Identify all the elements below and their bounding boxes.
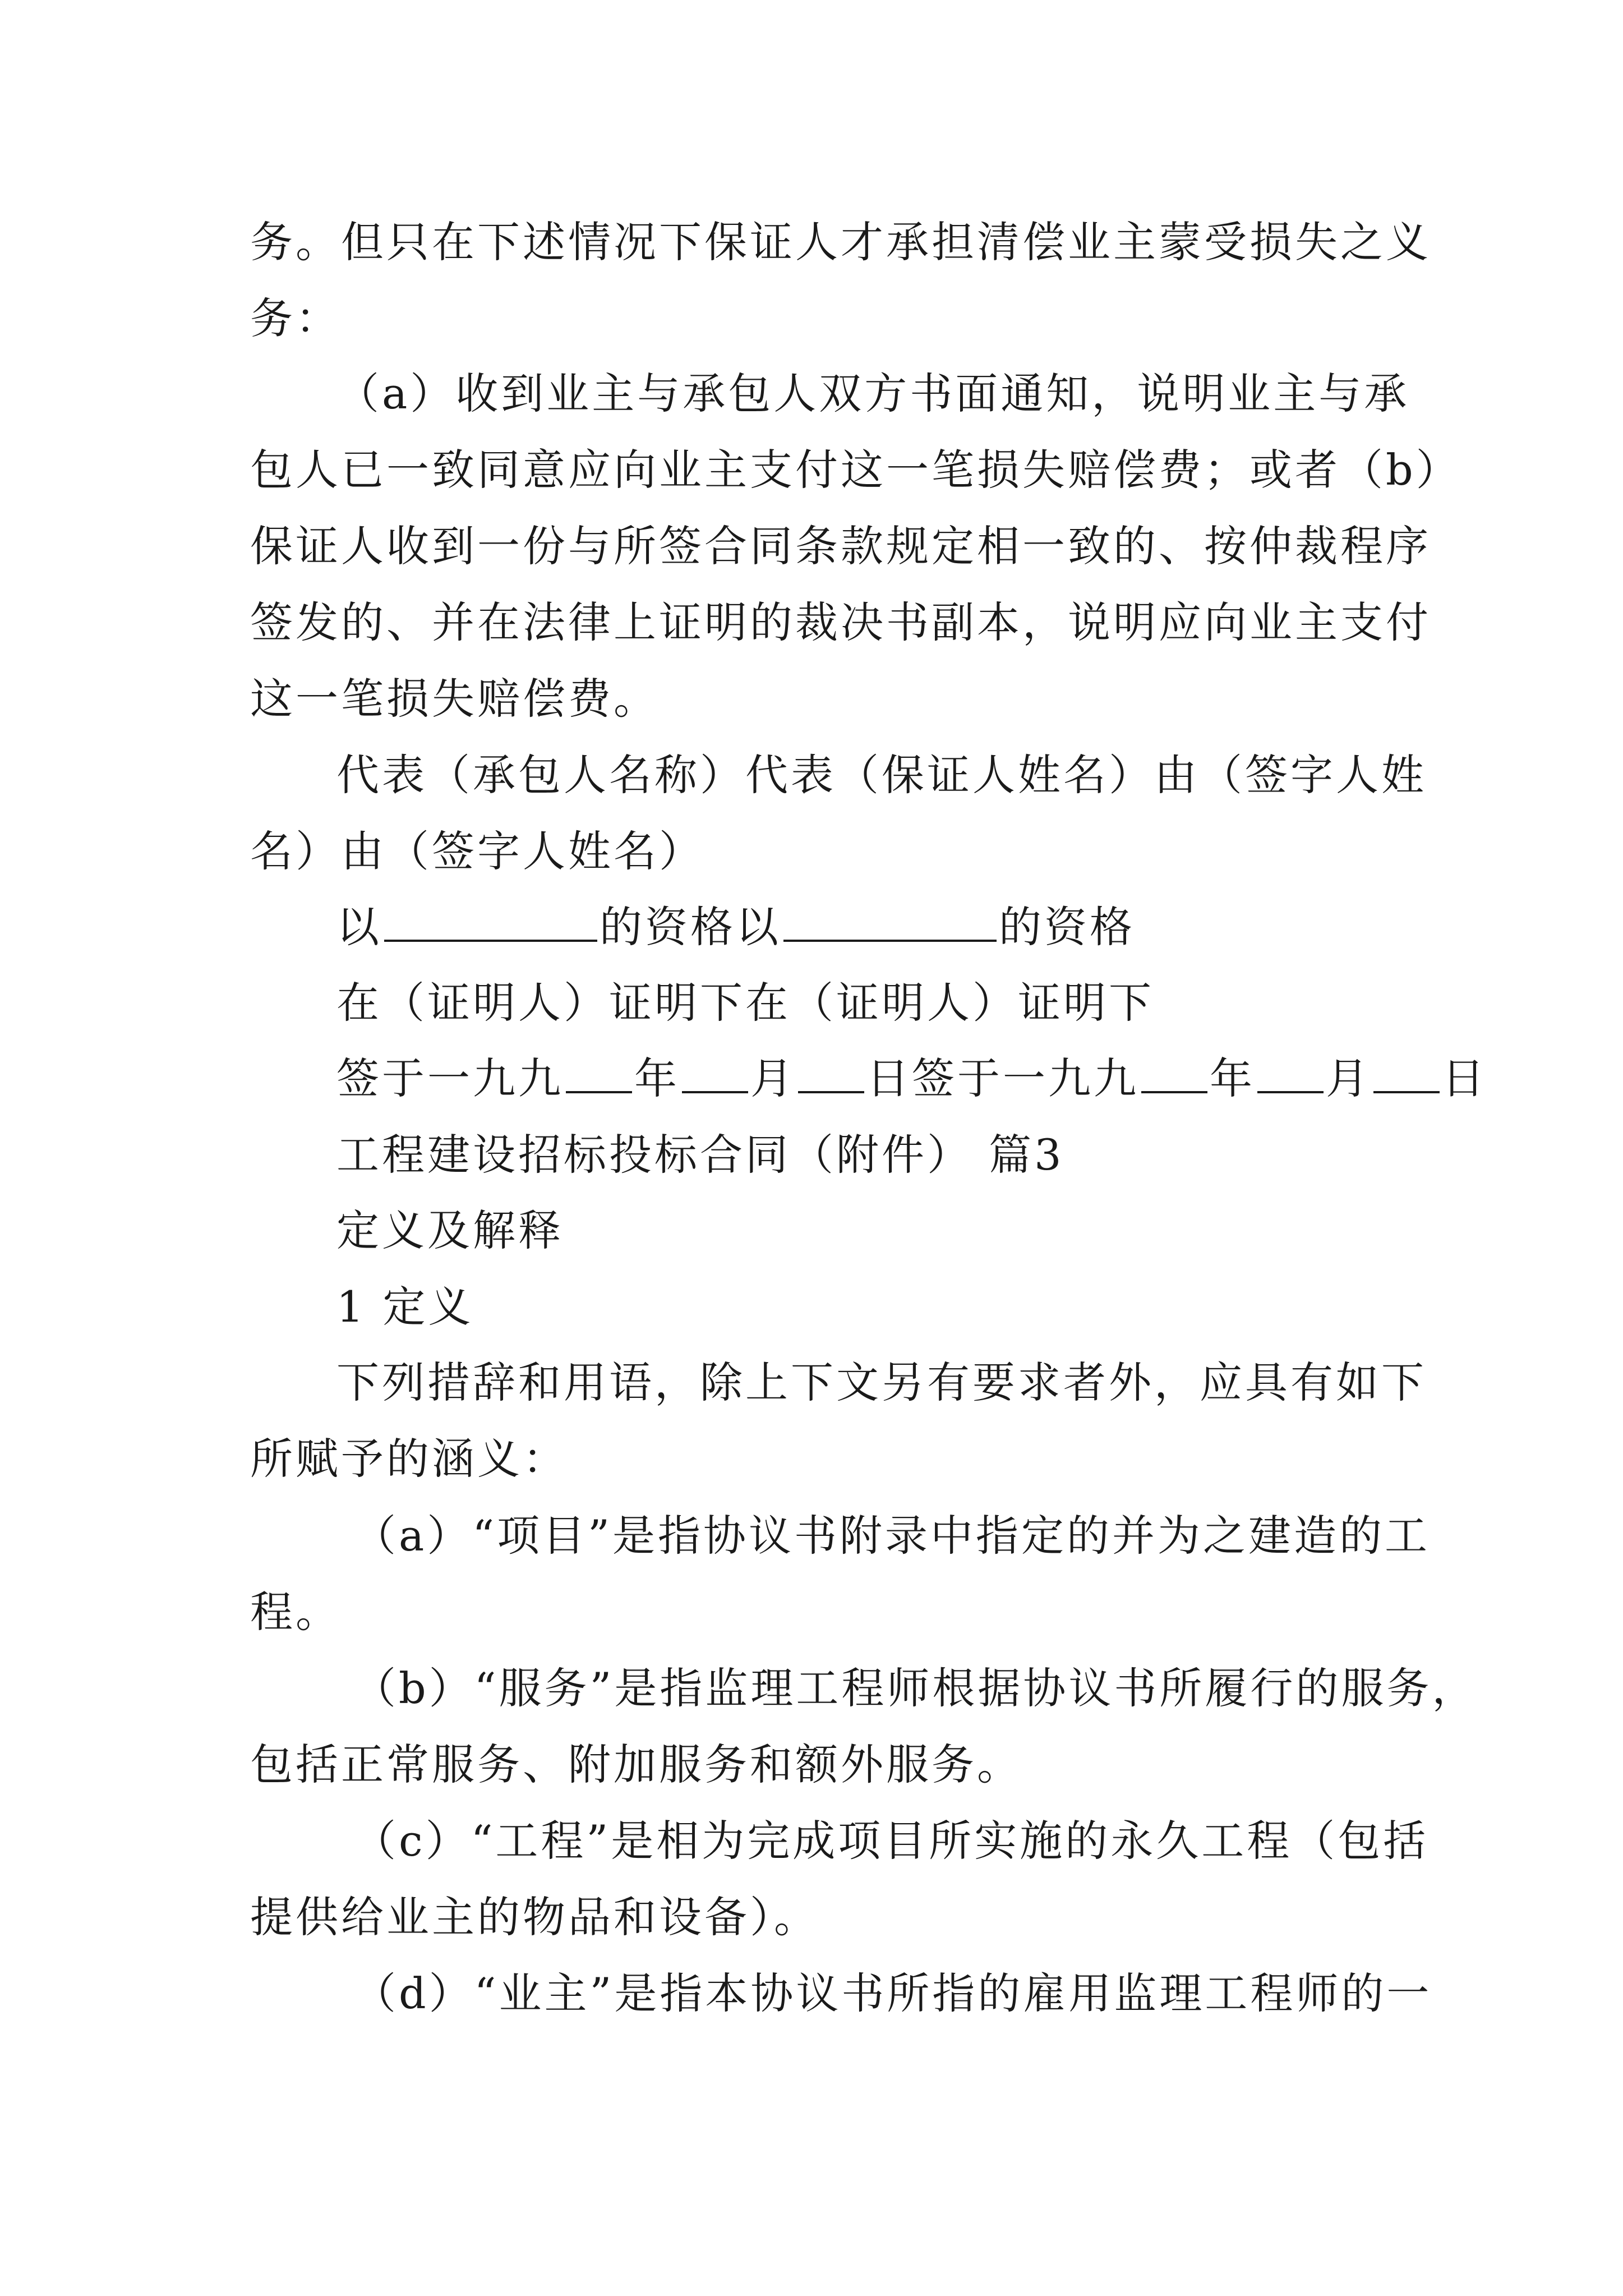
capacity-text: 的资格以 [600,902,781,952]
paragraph-line: 务： [250,293,341,343]
paragraph-line: （a）“项目”是指协议书附录中指定的并为之建造的工 [353,1511,1431,1561]
blank-underline [566,1051,632,1093]
paragraph-line: 包括正常服务、附加服务和额外服务。 [250,1740,1022,1789]
blank-underline [1257,1051,1324,1093]
blank-underline [1141,1051,1207,1093]
date-text: 月 [1326,1053,1371,1103]
date-line [336,1051,1487,1107]
paragraph-line: 这一笔损失赔偿费。 [250,674,659,724]
clause-heading: 1 定义 [336,1282,474,1332]
capacity-text: 的资格 [999,902,1135,952]
section-heading: 工程建设招标投标合同（附件） 篇3 [336,1130,1064,1180]
blank-underline [783,899,997,942]
blank-underline [682,1051,748,1093]
date-text: 日 [1442,1053,1487,1103]
date-text: 年 [1210,1053,1255,1103]
paragraph-line: 务。但只在下述情况下保证人才承担清偿业主蒙受损失之义 [250,217,1431,267]
paragraph-line: 提供给业主的物品和设备）。 [250,1892,819,1942]
section-heading: 定义及解释 [336,1205,564,1255]
paragraph-line: 包人已一致同意应向业主支付这一笔损失赔偿费；或者（b） [250,445,1461,495]
blank-underline [384,899,597,942]
blank-underline [798,1051,864,1093]
paragraph-line: 代表（承包人名称）代表（保证人姓名）由（签字人姓 [336,750,1427,800]
paragraph-line: （b）“服务”是指监理工程师根据协议书所履行的服务， [353,1663,1478,1713]
date-text: 月 [750,1053,796,1103]
paragraph-line: 签发的、并在法律上证明的裁决书副本，说明应向业主支付 [250,597,1431,647]
paragraph-line: 所赋予的涵义： [250,1434,568,1484]
witness-line: 在（证明人）证明下在（证明人）证明下 [336,978,1154,1028]
paragraph-line: （c）“工程”是相为完成项目所实施的永久工程（包括 [353,1816,1429,1866]
date-text: 日签于一九九 [866,1053,1139,1103]
paragraph-line: （a）收到业主与承包人双方书面通知，说明业主与承 [336,369,1410,418]
paragraph-line: 程。 [250,1587,341,1637]
paragraph-line: 保证人收到一份与所签合同条款规定相一致的、按仲裁程序 [250,521,1431,571]
capacity-prefix: 以 [336,902,382,952]
paragraph-line: 名）由（签字人姓名） [250,826,704,876]
capacity-line [336,899,1135,955]
blank-underline [1373,1051,1440,1093]
paragraph-line: 下列措辞和用语，除上下文另有要求者外，应具有如下 [336,1358,1427,1407]
date-text: 年 [634,1053,680,1103]
date-text: 签于一九九 [336,1053,564,1103]
paragraph-line: （d）“业主”是指本协议书所指的雇用监理工程师的一 [353,1968,1432,2018]
